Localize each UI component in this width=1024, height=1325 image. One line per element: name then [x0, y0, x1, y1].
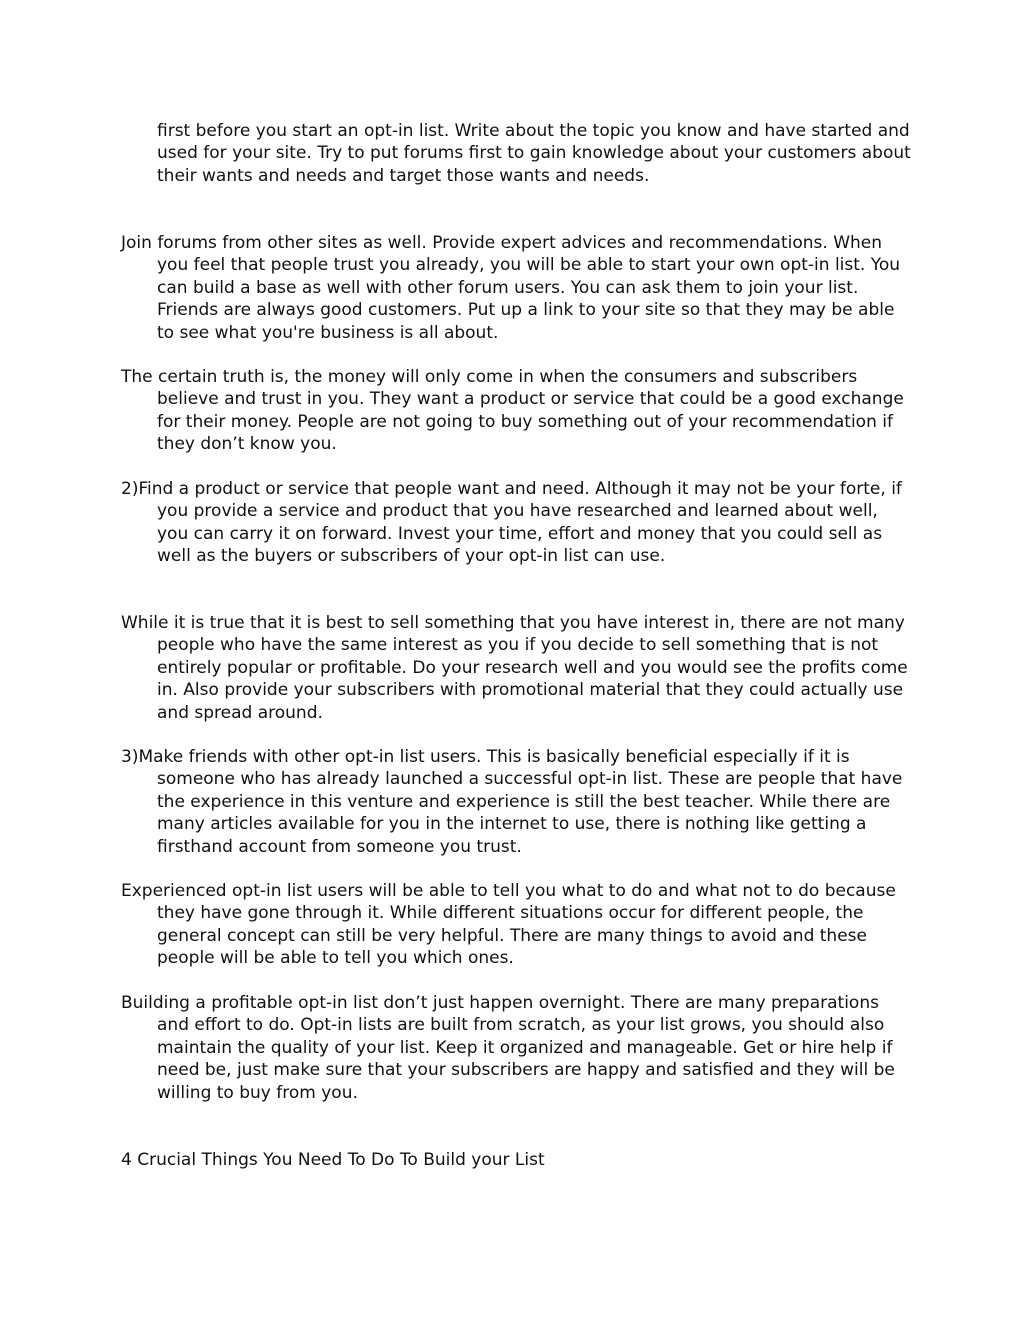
paragraph-experienced-users — [121, 880, 911, 970]
heading-text: 4 Crucial Things You Need To Do To Build your List — [121, 1150, 545, 1170]
paragraph-text: While it is true that it is best to sell something that you have interest in, there are not many people who have the same interest as you if you decide to sell something that is not entirely popular or profitable. Do your research well and you would see the profits come in. Also provide your subscribers with promotional material that they could actually use and spread around. — [121, 613, 908, 723]
paragraph-sell-interest — [121, 612, 911, 724]
paragraph-find-product — [121, 478, 911, 568]
paragraph-make-friends — [121, 746, 911, 858]
paragraph-text: 2)Find a product or service that people want and need. Although it may not be your forte, if you provide a service and product that you have researched and learned about well, you can carry it on forward. Invest your time, effort and money that you could sell as well as the buyers or subscribers of your opt-in list can use. — [121, 479, 902, 567]
paragraph-text: first before you start an opt-in list. Write about the topic you know and have started and used for your site. Try to put forums first to gain knowledge about your customers about their wants and needs and target those wants and needs. — [157, 121, 911, 186]
paragraph-building-list — [121, 992, 911, 1104]
paragraph-text: Building a profitable opt-in list don’t just happen overnight. There are many preparations and effort to do. Opt-in lists are built from scratch, as your list grows, you should also maintain the quality of your list. Keep it organized and manageable. Get or hire help if need be, just make sure that your subscribers are happy and satisfied and they will be willing to buy from you. — [121, 993, 895, 1103]
paragraph-text: Experienced opt-in list users will be able to tell you what to do and what not to do because they have gone through it. While different situations occur for different people, the general concept can still be very helpful. There are many things to avoid and these people will be able to tell you which ones. — [121, 881, 896, 969]
paragraph-join-forums — [121, 232, 911, 344]
paragraph-certain-truth — [121, 366, 911, 456]
paragraph-text: The certain truth is, the money will only come in when the consumers and subscribers believe and trust in you. They want a product or service that could be a good exchange for their money. People are not going to buy something out of your recommendation if they don’t know you. — [121, 367, 904, 455]
paragraph-continuation — [121, 120, 911, 187]
paragraph-text: 3)Make friends with other opt-in list users. This is basically beneficial especially if it is someone who has already launched a successful opt-in list. These are people that have the experience in this venture and experience is still the best teacher. While there are many articles available for you in the internet to use, there is nothing like getting a firsthand account from someone you trust. — [121, 747, 903, 857]
section-heading — [121, 1149, 911, 1171]
paragraph-text: Join forums from other sites as well. Provide expert advices and recommendations. When you feel that people trust you already, you will be able to start your own opt-in list. You can build a base as well with other forum users. You can ask them to join your list. Friends are always good customers. Put up a link to your site so that they may be able to see what you're business is all about. — [121, 233, 901, 343]
